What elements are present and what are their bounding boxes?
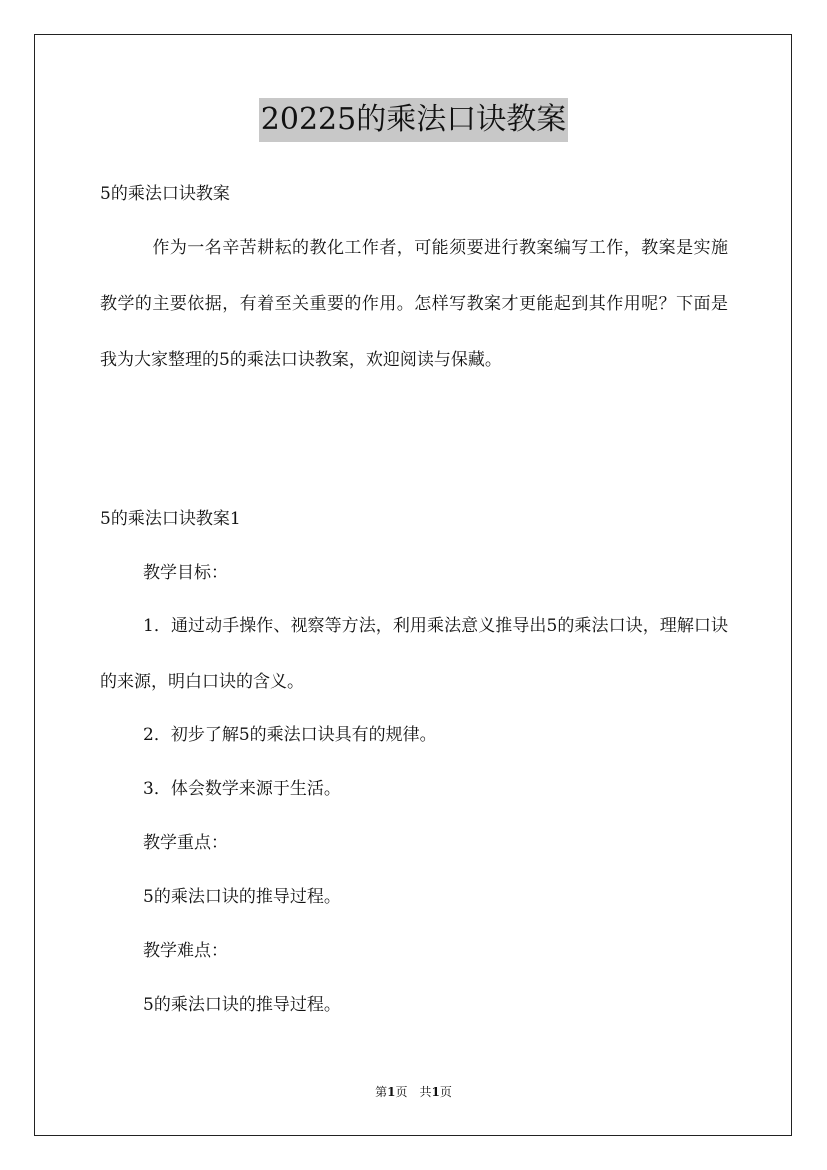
objectives-label: 教学目标： xyxy=(143,563,228,583)
page-footer xyxy=(0,1084,827,1100)
key-point-text: 5的乘法口诀的推导过程。 xyxy=(143,887,341,907)
footer-prefix: 第 xyxy=(375,1085,388,1099)
objective-3: 3．体会数学来源于生活。 xyxy=(143,779,341,799)
title-text: 20225的乘法口诀教案 xyxy=(259,98,568,142)
objective-2: 2．初步了解5的乘法口诀具有的规律。 xyxy=(143,725,437,745)
difficulty-text: 5的乘法口诀的推导过程。 xyxy=(143,995,341,1015)
footer-page-total: 1 xyxy=(431,1085,440,1099)
section-heading: 5的乘法口诀教案 xyxy=(100,184,230,204)
footer-suffix: 页 xyxy=(439,1085,452,1099)
document-title xyxy=(0,98,827,142)
lesson-heading: 5的乘法口诀教案1 xyxy=(100,509,241,529)
key-point-label: 教学重点： xyxy=(143,833,228,853)
intro-paragraph: 作为一名辛苦耕耘的教化工作者，可能须要进行教案编写工作，教案是实施教学的主要依据，有着至关重要的作用。怎样写教案才更能起到其作用呢？下面是我为大家整理的5的乘法口诀教案，欢迎阅读与保藏。 xyxy=(100,238,728,370)
footer-page-number: 1 xyxy=(387,1085,396,1099)
objective-1: 1．通过动手操作、视察等方法，利用乘法意义推导出5的乘法口诀，理解口诀的来源，明白口诀的含义。 xyxy=(100,616,728,692)
difficulty-label: 教学难点： xyxy=(143,941,228,961)
footer-mid: 页 共 xyxy=(395,1085,432,1099)
